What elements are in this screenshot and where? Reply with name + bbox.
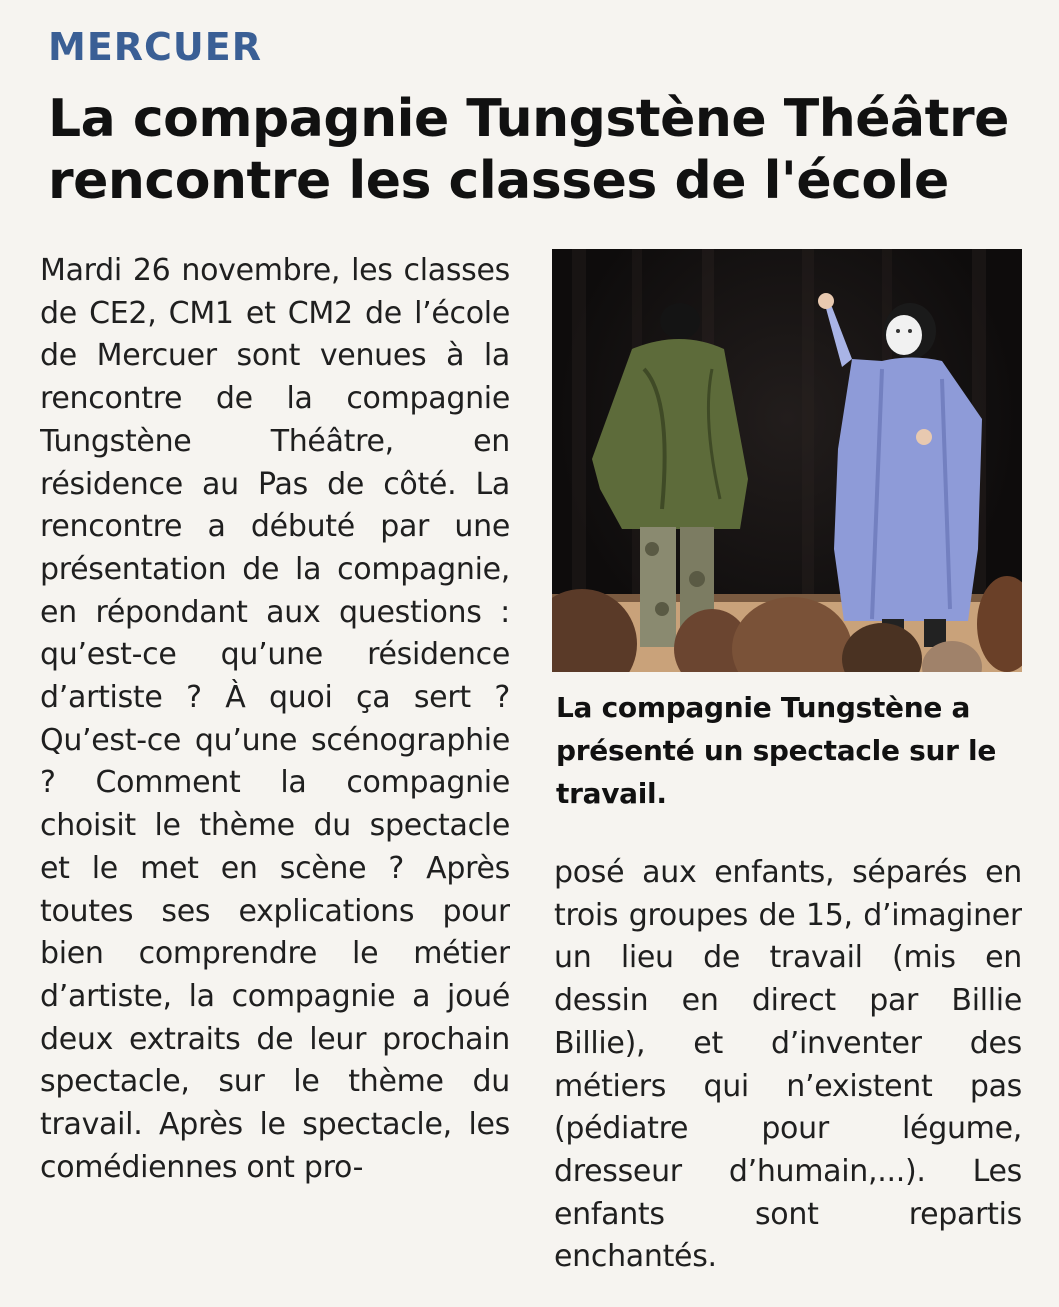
body-text-right: posé aux enfants, séparés en trois groupes de 15, d’imaginer un lieu de travail (mis en dessin en direct par Billie Billie), et d’inventer des métiers qui n’existent pas (pédiatre pour légume, dresseur d’humain,...). Les enfants sont repartis enchantés. (554, 855, 1022, 1275)
section-kicker: MERCUER (48, 25, 262, 69)
body-column-left (40, 250, 510, 1290)
stage-scene-illustration (552, 249, 1022, 672)
article-photo (552, 249, 1022, 672)
headline: La compagnie Tungstène Théâtre rencontre les classes de l'école (48, 89, 1009, 211)
body-text-left: Mardi 26 novembre, les classes de CE2, CM1 et CM2 de l’école de Mercuer sont venues à la rencontre de la compagnie Tungstène Théâtre, en résidence au Pas de côté. La rencontre a débuté par une présentation de la compagnie, en répondant aux questions : qu’est-ce qu’une résidence d’artiste ? À quoi ça sert ? Qu’est-ce qu’une scénographie ? Comment la compagnie choisit le thème du spectacle et le met en scène ? Après toutes ses explications pour bien comprendre le métier d’artiste, la compagnie a joué deux extraits de leur prochain spectacle, sur le thème du travail. Après le spectacle, les comédiennes ont pro- (40, 253, 510, 1185)
body-column-right (554, 852, 1022, 1292)
photo-caption: La compagnie Tungstène a présenté un spectacle sur le travail. (556, 691, 997, 810)
performer-blue-robe (818, 293, 982, 647)
